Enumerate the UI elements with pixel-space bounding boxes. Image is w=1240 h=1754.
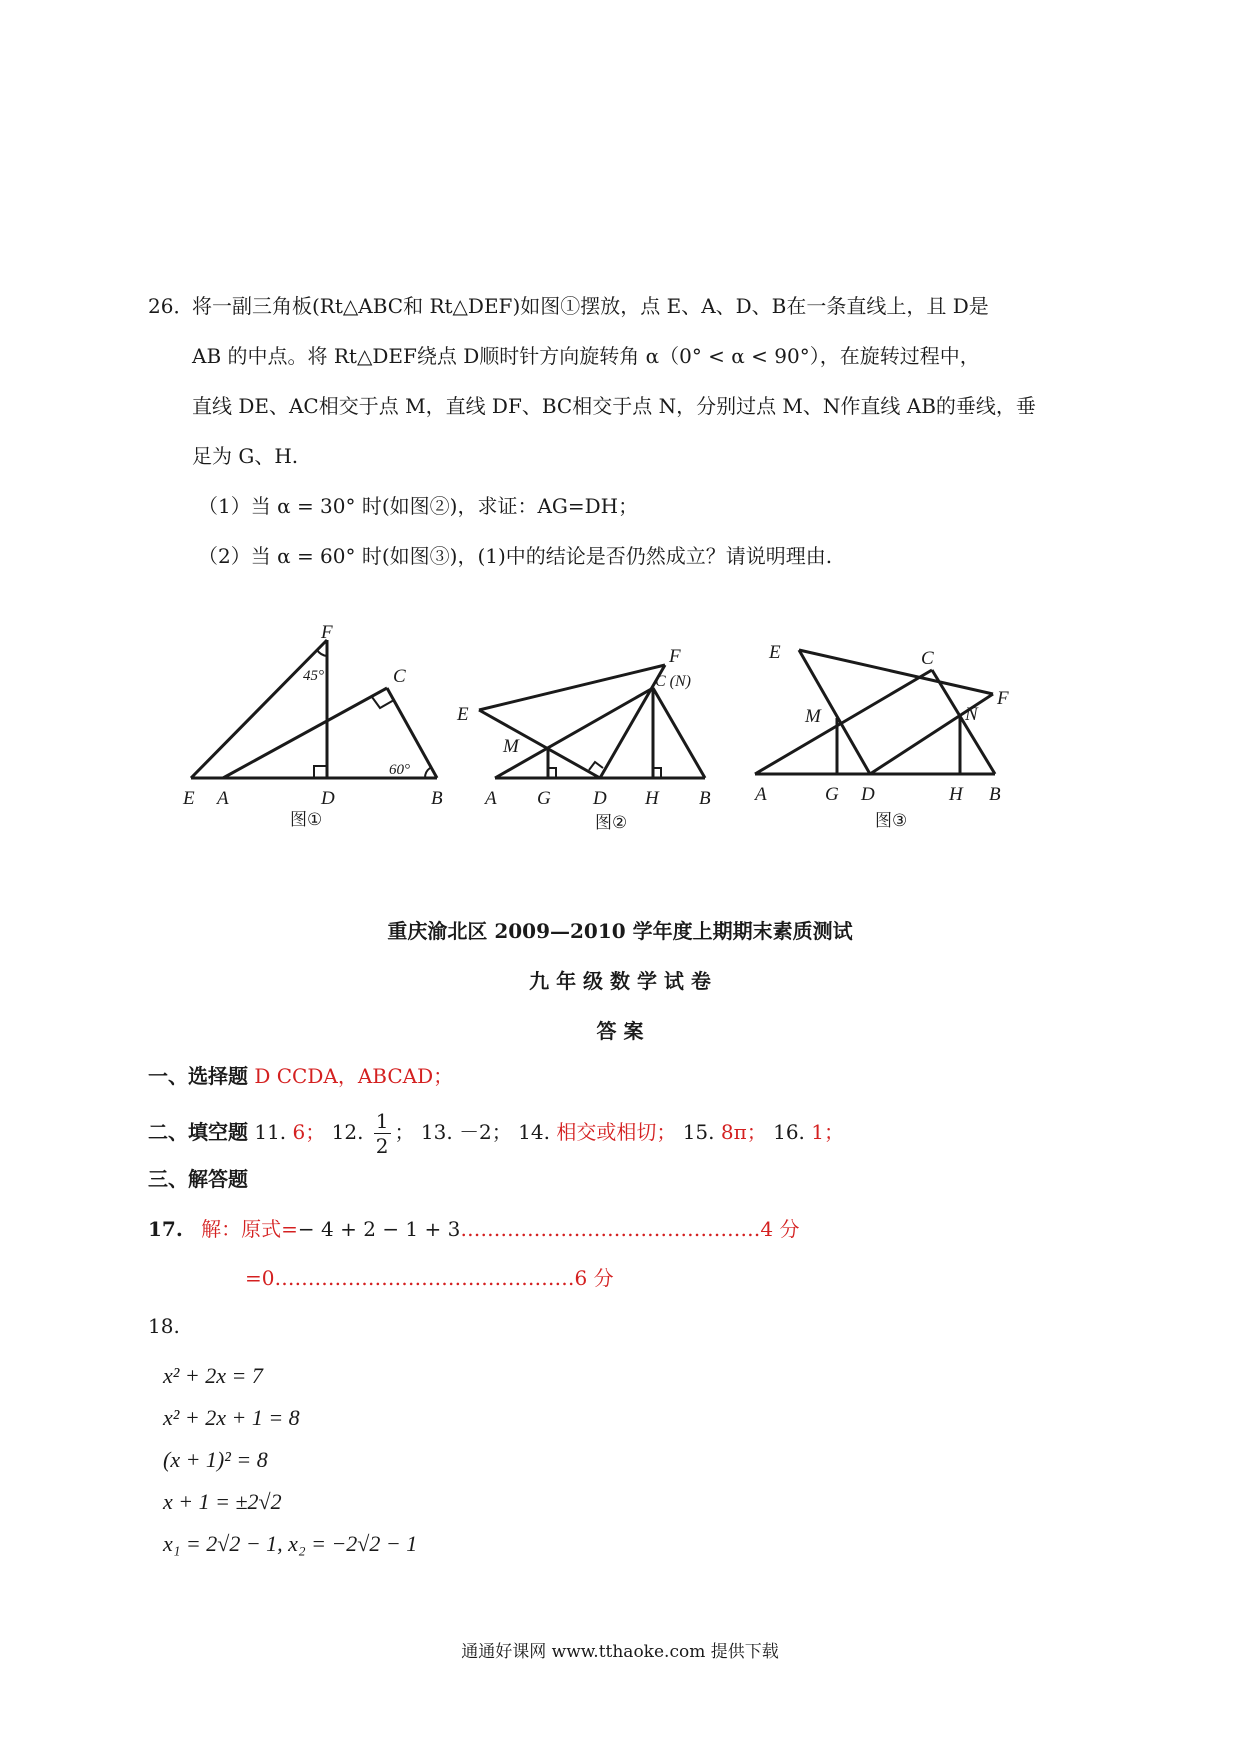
fig2-label-h: H <box>645 788 659 809</box>
problem-line-4: 足为 G、H. <box>192 444 299 468</box>
q17-score-1: 4 分 <box>760 1217 800 1241</box>
fig3-label-d: D <box>861 784 875 805</box>
q18-step-4: x + 1 = ±2√2 <box>163 1489 282 1514</box>
problem-line-1: 将一副三角板(Rt△ABC和 Rt△DEF)如图①摆放，点 E、A、D、B在一条直线上，且 D是 <box>192 294 989 318</box>
answer-subtitle: 九 年 级 数 学 试 卷 <box>529 969 711 993</box>
section-1-answer: D CCDA，ABCAD； <box>254 1064 454 1088</box>
q18-step-3: (x + 1)² = 8 <box>163 1447 268 1472</box>
q17-result: =0 <box>245 1266 275 1290</box>
q17-line-2 <box>245 1264 614 1292</box>
answer-title: 重庆渝北区 2009—2010 学年度上期期末素质测试 <box>387 919 853 943</box>
q18-step-2: x² + 2x + 1 = 8 <box>163 1405 300 1430</box>
q12-separator: ； <box>394 1120 415 1144</box>
q18-step-1: x² + 2x = 7 <box>163 1363 263 1388</box>
fig1-label-b: B <box>431 788 443 809</box>
question-1: （1）当 α = 30° 时(如图②)，求证：AG=DH； <box>198 494 639 518</box>
fig1-label-d: D <box>321 788 335 809</box>
q17-dots-1: ……………………………………… <box>460 1217 761 1241</box>
page-footer: 通通好课网 www.tthaoke.com 提供下载 <box>461 1642 779 1662</box>
q16-label: 16. <box>773 1120 805 1144</box>
figure-3-caption: 图③ <box>875 811 908 831</box>
fig2-label-b: B <box>699 788 711 809</box>
section-1-label: 一、选择题 <box>148 1064 248 1088</box>
section-1 <box>148 1062 453 1090</box>
fig3-label-e: E <box>769 642 781 663</box>
fig3-label-f: F <box>997 688 1009 709</box>
fig3-label-b: B <box>989 784 1001 805</box>
fig3-label-m: M <box>805 706 821 727</box>
q16-answer: 1； <box>811 1120 844 1144</box>
fig3-label-h: H <box>949 784 963 805</box>
q15-answer: 8π； <box>720 1120 767 1144</box>
q11-answer: 6； <box>292 1120 326 1144</box>
fig3-label-g: G <box>825 784 839 805</box>
fig3-label-n: N <box>965 704 978 725</box>
q13-label: 13. <box>420 1120 453 1144</box>
fig1-angle-45: 45° <box>303 668 324 684</box>
fig2-label-d: D <box>593 788 607 809</box>
figure-2 <box>455 640 725 820</box>
q17-expression: − 4 + 2 − 1 + 3 <box>297 1217 461 1241</box>
fig1-angle-60: 60° <box>389 762 410 778</box>
q13-answer: －2； <box>459 1120 512 1144</box>
problem-number: 26． <box>148 294 194 318</box>
q12-label: 12. <box>331 1120 364 1144</box>
answer-heading: 答 案 <box>596 1019 644 1043</box>
q18-step-5: x₁ = 2√2 − 1, x₂ = −2√2 − 1 <box>163 1531 418 1556</box>
q17-line-1 <box>148 1215 799 1243</box>
problem-line-2: AB 的中点。将 Rt△DEF绕点 D顺时针方向旋转角 α（0° < α < 90°），在旋转过程中， <box>192 344 980 368</box>
q15-label: 15. <box>682 1120 715 1144</box>
fig2-label-m: M <box>503 736 519 757</box>
fig2-label-e: E <box>457 704 469 725</box>
figure-1 <box>175 620 465 830</box>
q11-label: 11. <box>254 1120 287 1144</box>
problem-line-3: 直线 DE、AC相交于点 M，直线 DF、BC相交于点 N，分别过点 M、N作直线 AB的垂线，垂 <box>192 394 1036 418</box>
section-2 <box>148 1102 844 1162</box>
q17-prefix: 解：原式= <box>201 1217 298 1241</box>
fig2-label-cn: C (N) <box>655 673 691 690</box>
q12-numerator: 1 <box>375 1109 389 1133</box>
q17-number: 17. <box>148 1217 183 1241</box>
fig1-label-a: A <box>217 788 229 809</box>
figure-2-caption: 图② <box>595 813 628 833</box>
fig2-label-f: F <box>669 646 681 667</box>
figure-3 <box>745 640 1025 820</box>
q14-label: 14. <box>518 1120 550 1144</box>
figure-1-caption: 图① <box>290 810 323 830</box>
q17-dots-2: ……………………………………… <box>274 1266 575 1290</box>
fig2-label-g: G <box>537 788 551 809</box>
fig3-label-a: A <box>755 784 767 805</box>
q12-denominator: 2 <box>375 1134 389 1158</box>
section-3-label: 三、解答题 <box>148 1167 248 1191</box>
q18-number: 18. <box>148 1314 180 1338</box>
fig1-label-f: F <box>321 622 333 643</box>
q14-answer: 相交或相切； <box>556 1120 677 1144</box>
fig3-label-c: C <box>921 648 934 669</box>
fig1-label-e: E <box>183 788 195 809</box>
fig2-label-a: A <box>485 788 497 809</box>
fig1-label-c: C <box>393 666 406 687</box>
q17-score-2: 6 分 <box>574 1266 614 1290</box>
section-2-label: 二、填空题 <box>148 1120 248 1144</box>
question-2: （2）当 α = 60° 时(如图③)，(1)中的结论是否仍然成立？请说明理由. <box>198 544 833 568</box>
q12-fraction <box>374 1109 391 1158</box>
